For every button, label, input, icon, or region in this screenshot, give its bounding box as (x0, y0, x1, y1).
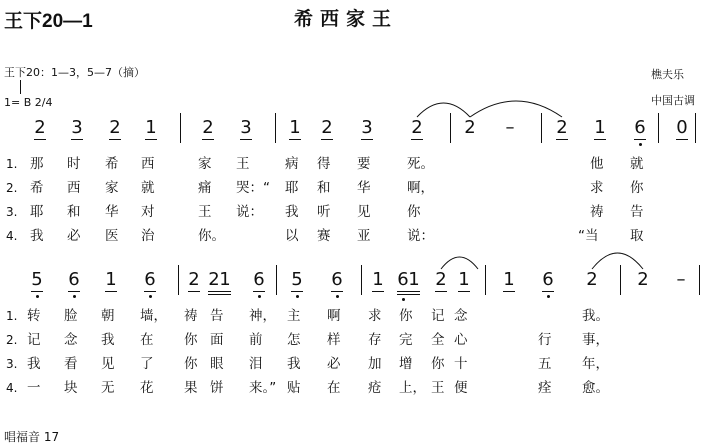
lyric-syllable: 告 (630, 204, 644, 220)
lyric-syllable: 存 (368, 332, 382, 348)
lyric-syllable: 面 (210, 332, 224, 348)
scripture-reference: 王下20：1—3，5—7（摘） (4, 66, 145, 79)
composer-credit: 樵夫乐 (651, 68, 684, 81)
lyric-syllable: 祷 (184, 308, 198, 324)
lyric-syllable: 我。 (582, 308, 609, 324)
note: 3 (361, 117, 373, 138)
lyric-syllable: 对 (141, 204, 155, 220)
verse-number: 3. (6, 205, 18, 219)
note: 6 (397, 269, 409, 290)
lyric-syllable: 疮 (368, 380, 382, 396)
slur (470, 101, 562, 117)
lyric-syllable: 增 (399, 356, 413, 372)
note: – (676, 269, 686, 290)
note: 2 (208, 269, 220, 290)
lyric-syllable: 见 (101, 356, 115, 372)
lyric-syllable: 在 (140, 332, 154, 348)
lyric-syllable: 你 (431, 356, 445, 372)
lyric-syllable: 花 (140, 380, 154, 396)
note: – (505, 117, 515, 138)
note: 3 (71, 117, 83, 138)
lyric-syllable: 你 (407, 204, 421, 220)
lyric-syllable: 必 (67, 228, 81, 244)
note: 3 (240, 117, 252, 138)
lyric-syllable: 啊 (327, 308, 341, 324)
lyric-syllable: 在 (327, 380, 341, 396)
lyric-syllable: 告 (210, 308, 224, 324)
note: 0 (676, 117, 688, 138)
lyric-syllable: 脸 (64, 308, 78, 324)
verse-number: 1. (6, 309, 18, 323)
lyric-syllable: 样 (327, 332, 341, 348)
lyric-syllable: 华 (105, 204, 119, 220)
lyric-syllable: 家 (198, 156, 212, 172)
lyric-syllable: 你 (184, 356, 198, 372)
lyric-syllable: 求 (590, 180, 604, 196)
verse-number: 3. (6, 357, 18, 371)
lyric-syllable: 那 (30, 156, 44, 172)
lyric-syllable: 一 (27, 380, 41, 396)
lyric-syllable: 和 (317, 180, 331, 196)
lyric-syllable: 西 (141, 156, 155, 172)
lyric-syllable: 怎 (287, 332, 301, 348)
lyric-syllable: 完 (399, 332, 413, 348)
lyric-syllable: 见 (357, 204, 371, 220)
lyric-syllable: 以 (285, 228, 299, 244)
verse-number: 4. (6, 381, 18, 395)
lyric-syllable: 我 (101, 332, 115, 348)
lyric-syllable: 记 (27, 332, 41, 348)
lyric-syllable: 愈。 (582, 380, 609, 396)
lyric-syllable: 啊， (407, 180, 434, 196)
lyric-syllable: 贴 (287, 380, 301, 396)
lyric-syllable: 心 (454, 332, 468, 348)
note: 2 (556, 117, 568, 138)
verse-number: 1. (6, 157, 18, 171)
key-signature: 1= B 2/4 (4, 96, 53, 109)
lyric-syllable: 痛 (198, 180, 212, 196)
note: 6 (331, 269, 343, 290)
lyric-syllable: 时 (67, 156, 81, 172)
lyric-syllable: 墙， (140, 308, 167, 324)
lyric-syllable: 说： (407, 228, 434, 244)
note: 1 (372, 269, 384, 290)
lyric-syllable: 朝 (101, 308, 115, 324)
note: 2 (109, 117, 121, 138)
lyric-syllable: 哭：“ (236, 180, 270, 196)
note: 1 (594, 117, 606, 138)
note: 5 (31, 269, 43, 290)
lyric-syllable: 块 (64, 380, 78, 396)
lyric-syllable: 记 (431, 308, 445, 324)
tune-origin: 中国古调 (651, 94, 695, 107)
lyric-syllable: 你 (630, 180, 644, 196)
lyric-syllable: 泪 (249, 356, 263, 372)
lyric-syllable: 了 (140, 356, 154, 372)
slur (592, 253, 643, 269)
slur (417, 103, 470, 117)
lyric-syllable: “当 (578, 228, 599, 244)
lyric-syllable: 果 (184, 380, 198, 396)
note: 2 (464, 117, 476, 138)
lyric-syllable: 听 (317, 204, 331, 220)
page-footer: 唱福音 17 (4, 430, 60, 444)
lyric-syllable: 华 (357, 180, 371, 196)
lyric-syllable: 来。” (249, 380, 277, 396)
lyric-syllable: 行 (538, 332, 552, 348)
note: 2 (637, 269, 649, 290)
lyric-syllable: 痊 (538, 380, 552, 396)
note: 6 (253, 269, 265, 290)
note: 6 (68, 269, 80, 290)
lyric-syllable: 取 (630, 228, 644, 244)
note: 2 (321, 117, 333, 138)
lyric-syllable: 希 (105, 156, 119, 172)
lyric-syllable: 前 (249, 332, 263, 348)
lyric-syllable: 全 (431, 332, 445, 348)
note: 2 (34, 117, 46, 138)
lyric-syllable: 就 (141, 180, 155, 196)
lyric-syllable: 治 (141, 228, 155, 244)
note: 2 (202, 117, 214, 138)
note: 2 (586, 269, 598, 290)
lyric-syllable: 加 (368, 356, 382, 372)
lyric-syllable: 转 (27, 308, 41, 324)
note: 1 (219, 269, 231, 290)
lyric-syllable: 十 (454, 356, 468, 372)
lyric-syllable: 耶 (30, 204, 44, 220)
note: 1 (145, 117, 157, 138)
note: 1 (408, 269, 420, 290)
note: 1 (458, 269, 470, 290)
verse-number: 2. (6, 181, 18, 195)
lyric-syllable: 家 (105, 180, 119, 196)
lyric-syllable: 无 (101, 380, 115, 396)
lyric-syllable: 他 (590, 156, 604, 172)
song-title: 希西家王 (294, 8, 399, 30)
lyric-syllable: 说： (236, 204, 263, 220)
lyric-syllable: 和 (67, 204, 81, 220)
lyric-syllable: 事， (582, 332, 609, 348)
lyric-syllable: 西 (67, 180, 81, 196)
lyric-syllable: 年， (582, 356, 609, 372)
note: 2 (435, 269, 447, 290)
lyric-syllable: 饼 (210, 380, 224, 396)
note: 5 (291, 269, 303, 290)
note: 1 (105, 269, 117, 290)
lyric-syllable: 念 (454, 308, 468, 324)
lyric-syllable: 得 (317, 156, 331, 172)
note: 6 (634, 117, 646, 138)
lyric-syllable: 我 (27, 356, 41, 372)
lyric-syllable: 神， (249, 308, 276, 324)
lyric-syllable: 便 (454, 380, 468, 396)
lyric-syllable: 王 (431, 380, 445, 396)
lyric-syllable: 主 (287, 308, 301, 324)
lyric-syllable: 赛 (317, 228, 331, 244)
lyric-syllable: 眼 (210, 356, 224, 372)
verse-number: 2. (6, 333, 18, 347)
lyric-syllable: 看 (64, 356, 78, 372)
lyric-syllable: 死。 (407, 156, 434, 172)
verse-number: 4. (6, 229, 18, 243)
lyric-syllable: 王 (198, 204, 212, 220)
slur (441, 257, 478, 269)
lyric-syllable: 希 (30, 180, 44, 196)
note: 2 (411, 117, 423, 138)
note: 6 (542, 269, 554, 290)
note: 1 (289, 117, 301, 138)
lyric-syllable: 要 (357, 156, 371, 172)
lyric-syllable: 医 (105, 228, 119, 244)
lyric-syllable: 王 (236, 156, 250, 172)
lyric-syllable: 你 (184, 332, 198, 348)
lyric-syllable: 你。 (198, 228, 225, 244)
song-code: 王下20—1 (4, 11, 93, 32)
lyric-syllable: 祷 (590, 204, 604, 220)
lyric-syllable: 就 (630, 156, 644, 172)
lyric-syllable: 必 (327, 356, 341, 372)
lyric-syllable: 我 (287, 356, 301, 372)
lyric-syllable: 我 (30, 228, 44, 244)
lyric-syllable: 念 (64, 332, 78, 348)
lyric-syllable: 亚 (357, 228, 371, 244)
lyric-syllable: 我 (285, 204, 299, 220)
note: 6 (144, 269, 156, 290)
note: 2 (188, 269, 200, 290)
lyric-syllable: 病 (285, 156, 299, 172)
note: 1 (503, 269, 515, 290)
lyric-syllable: 求 (368, 308, 382, 324)
lyric-syllable: 五 (538, 356, 552, 372)
lyric-syllable: 你 (399, 308, 413, 324)
lyric-syllable: 上， (399, 380, 426, 396)
lyric-syllable: 耶 (285, 180, 299, 196)
